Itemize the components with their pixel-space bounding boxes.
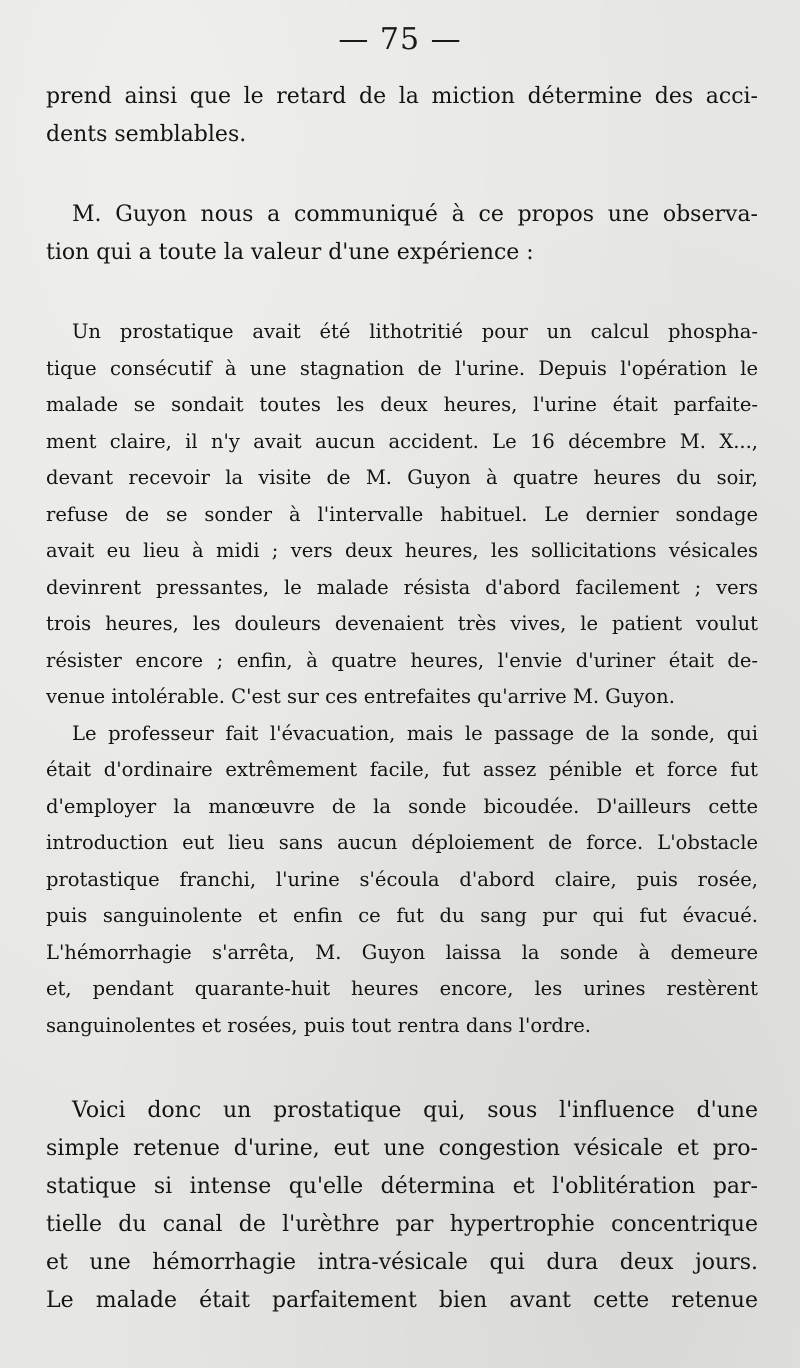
paragraph-professor-evacuation: [46, 716, 758, 1045]
text-line: puis sanguinolente et enfin ce fut du sang pur qui fut évacué.: [46, 904, 758, 927]
paragraph-guyon-observation: [46, 196, 758, 272]
text-line: résister encore ; enfin, à quatre heures, l'envie d'uriner était de-: [46, 648, 758, 672]
text-line: Le malade était parfaitement bien avant cette retenue: [46, 1288, 758, 1313]
text-line: Le professeur fait l'évacuation, mais le passage de la sonde, qui: [72, 721, 758, 745]
text-line: Un prostatique avait été lithotritié pour un calcul phospha-: [72, 320, 758, 343]
text-line: prend ainsi que le retard de la miction détermine des acci-: [46, 84, 758, 109]
text-line: trois heures, les douleurs devenaient très vives, le patient voulut: [46, 612, 758, 635]
text-line: malade se sondait toutes les deux heures, l'urine était parfaite-: [46, 393, 758, 416]
text-line: dents semblables.: [46, 122, 247, 147]
text-line: devinrent pressantes, le malade résista d'abord facilement ; vers: [46, 575, 758, 599]
paragraph-case-report: [46, 314, 758, 716]
text-line: devant recevoir la visite de M. Guyon à quatre heures du soir,: [46, 466, 758, 489]
text-line: Voici donc un prostatique qui, sous l'influence d'une: [72, 1098, 758, 1123]
text-line: tion qui a toute la valeur d'une expérience :: [46, 240, 534, 265]
text-line: refuse de se sonder à l'intervalle habituel. Le dernier sondage: [46, 502, 758, 526]
text-line: protastique franchi, l'urine s'écoula d'abord claire, puis rosée,: [46, 867, 758, 891]
paragraph-conclusion: [46, 1092, 758, 1320]
paragraph-intro: [46, 78, 758, 154]
text-line: M. Guyon nous a communiqué à ce propos une observa-: [72, 202, 758, 227]
text-line: L'hémorrhagie s'arrêta, M. Guyon laissa la sonde à demeure: [46, 940, 758, 964]
text-line: tique consécutif à une stagnation de l'urine. Depuis l'opération le: [46, 356, 758, 380]
text-line: sanguinolentes et rosées, puis tout rentra dans l'ordre.: [46, 1013, 591, 1037]
page-body: [46, 78, 758, 1320]
text-line: était d'ordinaire extrêmement facile, fut assez pénible et force fut: [46, 758, 758, 781]
text-line: statique si intense qu'elle détermina et l'oblitération par-: [46, 1174, 758, 1199]
text-line: et, pendant quarante-huit heures encore, les urines restèrent: [46, 977, 758, 1000]
text-line: tielle du canal de l'urèthre par hypertrophie concentrique: [46, 1212, 758, 1237]
text-line: introduction eut lieu sans aucun déploiement de force. L'obstacle: [46, 831, 758, 854]
text-line: simple retenue d'urine, eut une congestion vésicale et pro-: [46, 1136, 758, 1161]
text-line: et une hémorrhagie intra-vésicale qui dura deux jours.: [46, 1250, 758, 1275]
page-number: — 75 —: [338, 22, 462, 57]
text-line: avait eu lieu à midi ; vers deux heures, les sollicitations vésicales: [46, 539, 758, 562]
text-line: d'employer la manœuvre de la sonde bicoudée. D'ailleurs cette: [46, 794, 758, 818]
text-line: venue intolérable. C'est sur ces entrefaites qu'arrive M. Guyon.: [46, 685, 675, 708]
text-line: ment claire, il n'y avait aucun accident. Le 16 décembre M. X...,: [46, 429, 758, 453]
